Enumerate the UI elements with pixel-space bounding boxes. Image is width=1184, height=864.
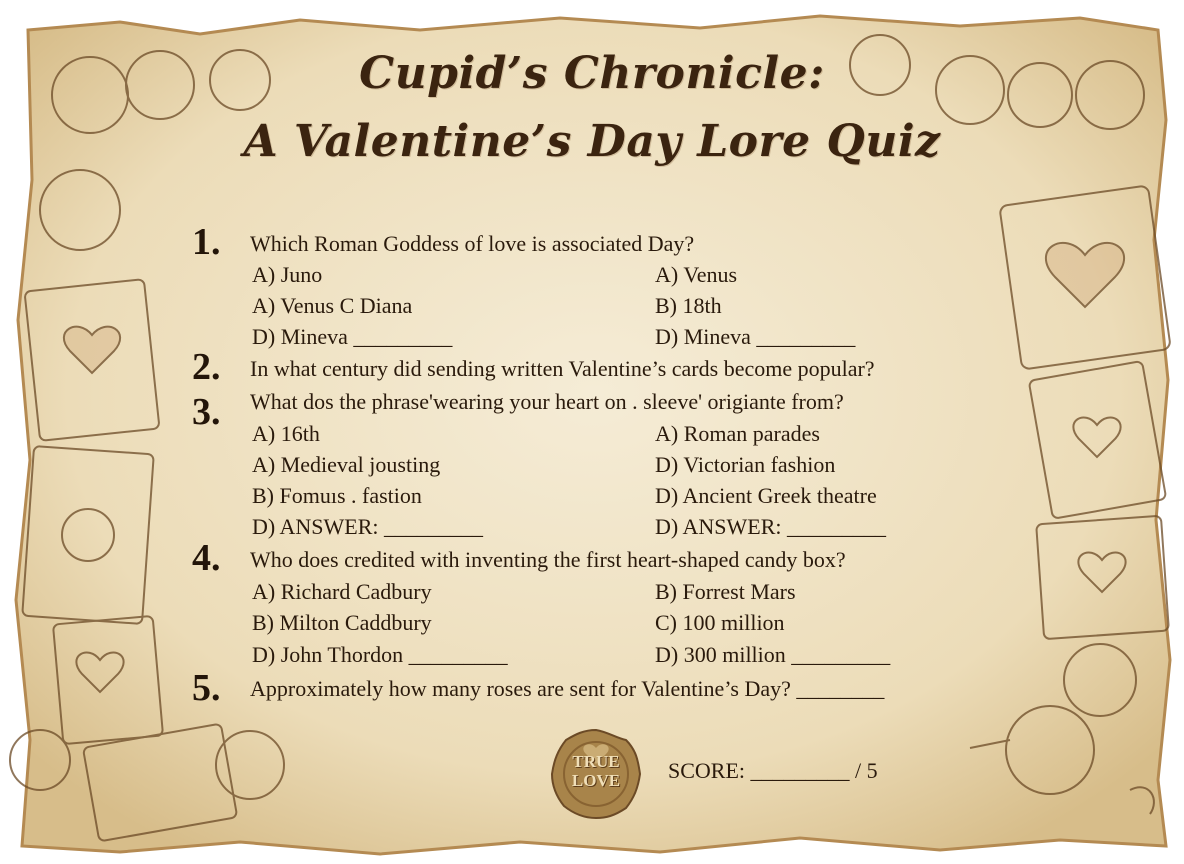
- answer-option: D) Mineva _________: [252, 324, 453, 349]
- seal-text-line2: LOVE: [571, 771, 621, 790]
- answer-option: D) 300 million _________: [655, 642, 891, 667]
- answer-blank: D) ANSWER: _________: [252, 514, 483, 539]
- answer-blank: D) ANSWER: _________: [655, 514, 886, 539]
- score-line: SCORE: _________ / 5: [668, 758, 878, 783]
- question-text: Which Roman Goddess of love is associated Day?: [250, 231, 695, 256]
- answer-option: B) Milton Caddbury: [252, 610, 432, 635]
- quiz-title-line1: Cupid’s Chronicle:: [359, 48, 825, 99]
- question-text: Who does credited with inventing the first heart-shaped candy box?: [250, 547, 846, 572]
- answer-option: B) Fomuıs . fastion: [252, 483, 422, 508]
- answer-option: A) Venus C Diana: [252, 293, 413, 318]
- answer-option: A) Venus: [655, 262, 738, 287]
- answer-option: A) Medieval jousting: [252, 452, 441, 477]
- answer-option: D) Victorian fashion: [655, 452, 836, 477]
- answer-option: A) Richard Cadbury: [252, 579, 432, 604]
- answer-option: A) 16th: [252, 421, 320, 446]
- question-text: In what century did sending written Valentine’s cards become popular?: [250, 356, 875, 381]
- question-text: Approximately how many roses are sent for Valentine’s Day? ________: [250, 676, 885, 701]
- seal-text-line1: TRUE: [572, 752, 620, 771]
- question-number: 3.: [192, 391, 221, 433]
- question-number: 2.: [192, 346, 221, 388]
- question-number: 4.: [192, 537, 221, 579]
- answer-option: B) 18th: [655, 293, 722, 318]
- answer-option: B) Forrest Mars: [655, 579, 796, 604]
- answer-option: A) Roman parades: [655, 421, 820, 446]
- question-number: 1.: [192, 221, 221, 263]
- question-number: 5.: [192, 667, 221, 709]
- answer-option: D) Mineva _________: [655, 324, 856, 349]
- answer-option: D) John Thordon _________: [252, 642, 508, 667]
- answer-option: A) Juno: [252, 262, 323, 287]
- quiz-title-line2: A Valentine’s Day Lore Quiz: [243, 116, 941, 167]
- answer-option: D) Ancient Greek theatre: [655, 483, 877, 508]
- answer-option: C) 100 million: [655, 610, 785, 635]
- question-text: What dos the phrase'wearing your heart on . sleeve' origiante from?: [250, 389, 844, 414]
